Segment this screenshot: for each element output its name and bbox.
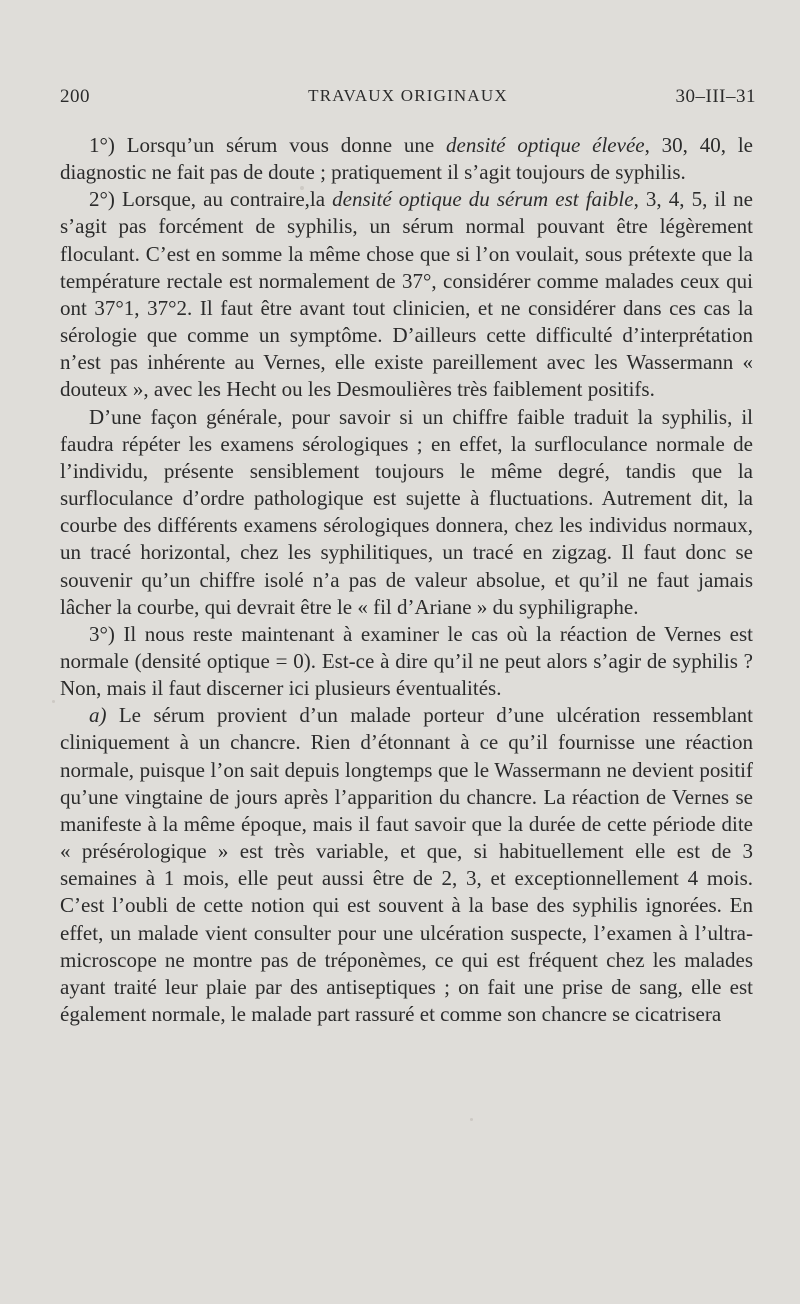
running-header <box>60 86 756 112</box>
paragraph-2-emphasis: densité optique du sérum est faible <box>332 187 634 212</box>
paragraph-5 <box>60 702 753 1028</box>
running-title: TRAVAUX ORIGINAUX <box>308 86 508 105</box>
header-date: 30–III–31 <box>675 86 756 107</box>
paragraph-3: D’une façon générale, pour savoir si un chiffre faible traduit la syphilis, il faudra répéter les examens sérologiques ; en effet, la surfloculance normale de l’individu, présente sensiblement toujours le même degré, tandis que la surfloculance d’ordre pathologique est sujette à fluctuations. Autrement dit, la courbe des différents examens sérologiques donnera, chez les individus normaux, un tracé horizontal, chez les syphilitiques, un tracé en zigzag. Il faut donc se souvenir qu’un chiffre isolé n’a pas de valeur absolue, et qu’il ne faut jamais lâcher la courbe, qui devrait être le « fil d’Ariane » du syphiligraphe. <box>60 404 753 619</box>
paragraph-4: 3°) Il nous reste maintenant à examiner le cas où la réaction de Vernes est normale (densité optique = 0). Est-ce à dire qu’il ne peut alors s’agir de syphilis ? Non, mais il faut discerner ici plusieurs éventualités. <box>60 621 753 701</box>
paragraph-2-tail: , 3, 4, 5, il ne s’agit pas forcément de syphilis, un sérum normal pouvant être légèrement floculant. C’est en somme la même chose que si l’on voulait, sous prétexte que la température rectale est normalement de 37°, considérer comme malades ceux qui ont 37°1, 37°2. Il faut être avant tout clinicien, et ne considérer dans ces cas la sérologie que comme un symptôme. D’ailleurs cette difficulté d’interprétation n’est pas inhérente au Vernes, elle existe pareillement avec les Wassermann « douteux », avec les Hecht ou les Desmoulières très faiblement positifs. <box>60 187 753 402</box>
paper-spot <box>52 700 55 703</box>
paragraph-1 <box>60 132 753 186</box>
paragraph-5-emphasis: a) <box>89 703 107 728</box>
page-number: 200 <box>60 86 90 107</box>
body-text <box>60 132 753 1028</box>
paragraph-1-lead: 1°) Lorsqu’un sérum vous donne une <box>89 133 447 157</box>
paper-spot <box>470 1118 473 1121</box>
paragraph-2-lead: 2°) Lorsque, au contraire,la <box>89 187 333 212</box>
paragraph-1-tail: , 30, 40, le diagnostic ne fait pas de doute ; pratiquement il s’agit toujours de syphilis. <box>60 133 753 185</box>
paragraph-1-emphasis: densité optique élevée <box>446 133 645 157</box>
paragraph-2 <box>60 186 753 403</box>
paragraph-5-tail: Le sérum provient d’un malade porteur d’une ulcération ressemblant cliniquement à un chancre. Rien d’étonnant à ce qu’il fournisse une réaction normale, puisque l’on sait depuis longtemps que le Wassermann ne devient positif qu’une vingtaine de jours après l’apparition du chancre. La réaction de Vernes se manifeste à la même époque, mais il faut savoir que la durée de cette période dite « présérologique » est très variable, et que, si habituellement elle est de 3 semaines à 1 mois, elle peut aussi être de 2, 3, et exceptionnellement 4 mois. C’est l’oubli de cette notion qui est souvent à la base des syphilis ignorées. En effet, un malade vient consulter pour une ulcération suspecte, l’examen à l’ultra-microscope ne montre pas de tréponèmes, ce qui est fréquent chez les malades ayant traité leur plaie par des antiseptiques ; on fait une prise de sang, elle est également normale, le malade part rassuré et comme son chancre se cicatrisera <box>60 703 753 1026</box>
